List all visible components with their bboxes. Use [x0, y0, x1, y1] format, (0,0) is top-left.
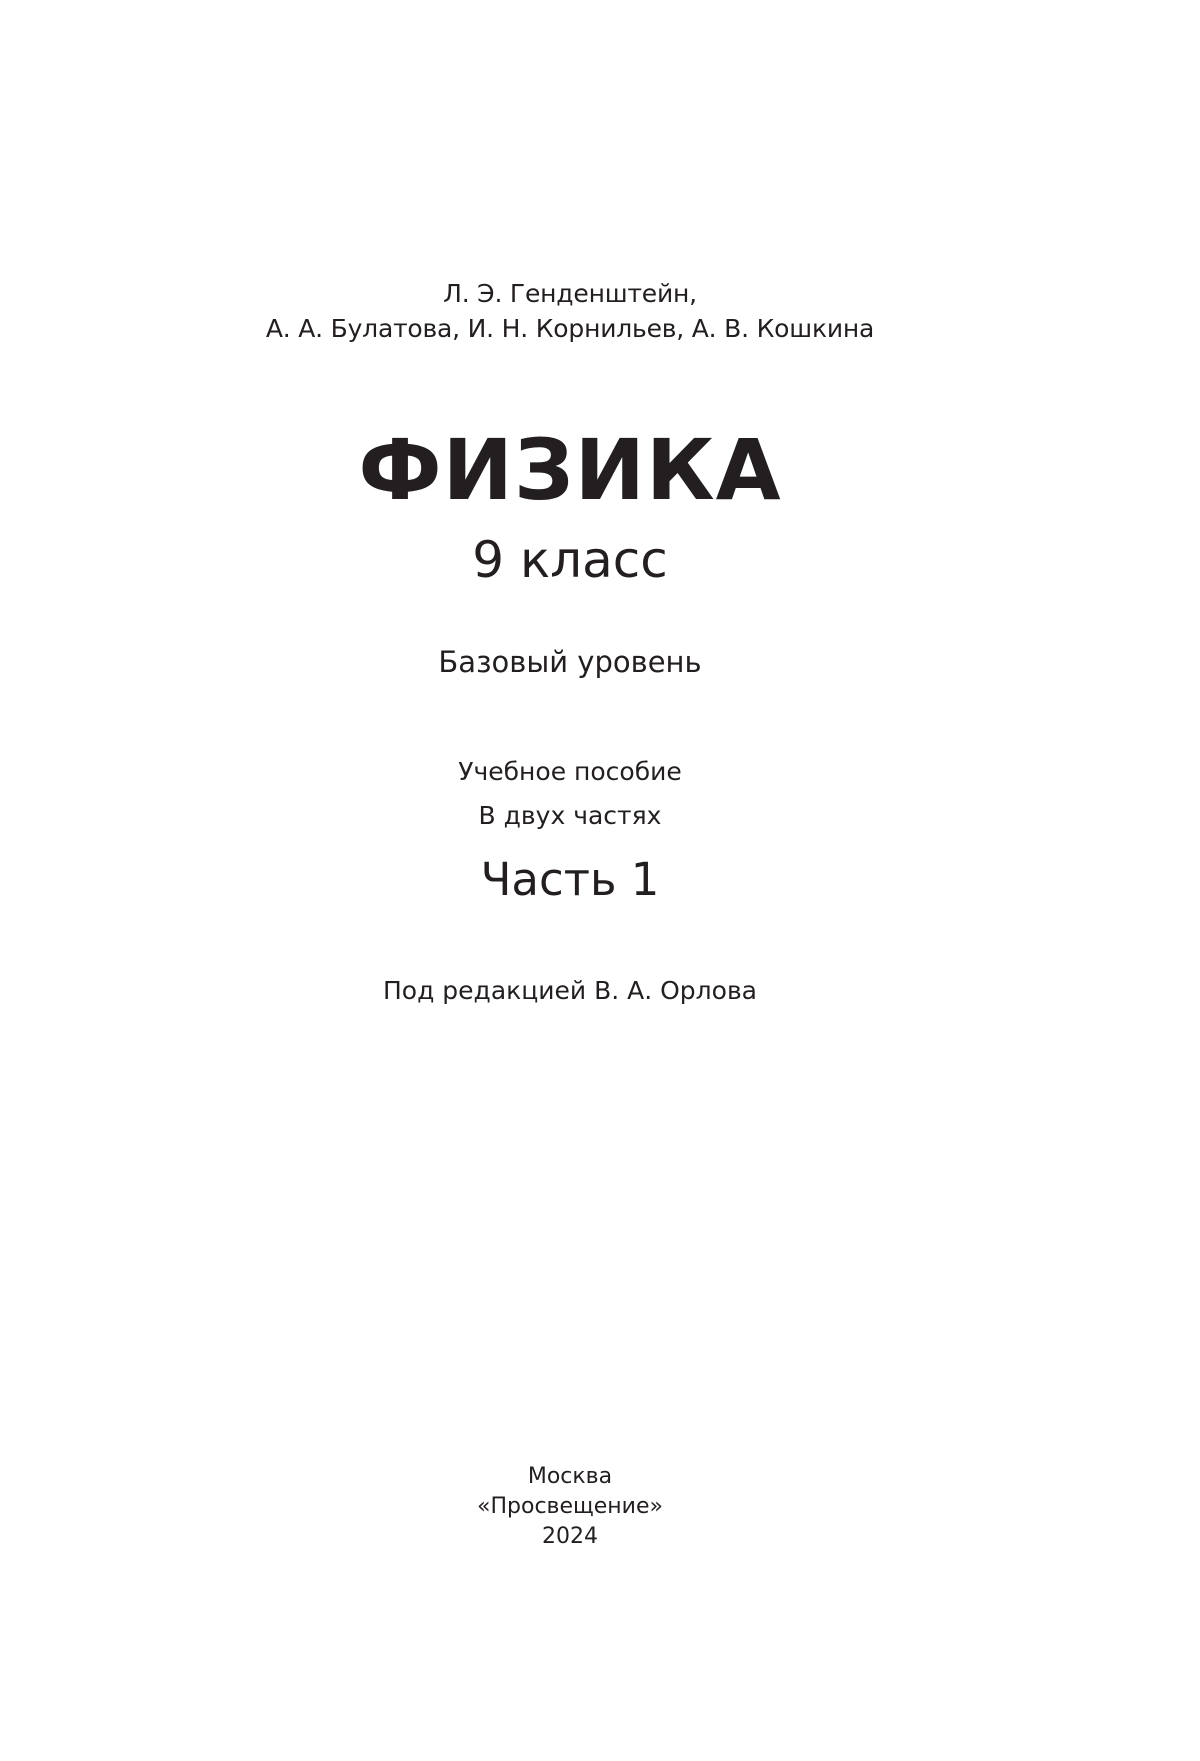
level: Базовый уровень: [438, 645, 702, 679]
authors-line-1: Л. Э. Генденштейн,: [443, 279, 697, 308]
book-title: ФИЗИКА: [358, 421, 782, 519]
imprint-publisher: «Просвещение»: [477, 1494, 663, 1519]
parts-count: В двух частях: [478, 801, 662, 830]
imprint-city: Москва: [527, 1464, 613, 1489]
grade: 9 класс: [472, 531, 668, 589]
imprint-year: 2024: [542, 1524, 598, 1549]
book-type: Учебное пособие: [458, 757, 682, 786]
authors-line-2: А. А. Булатова, И. Н. Корнильев, А. В. Кошкина: [265, 314, 875, 343]
editor: Под редакцией В. А. Орлова: [382, 976, 758, 1005]
part-number: Часть 1: [480, 853, 660, 906]
